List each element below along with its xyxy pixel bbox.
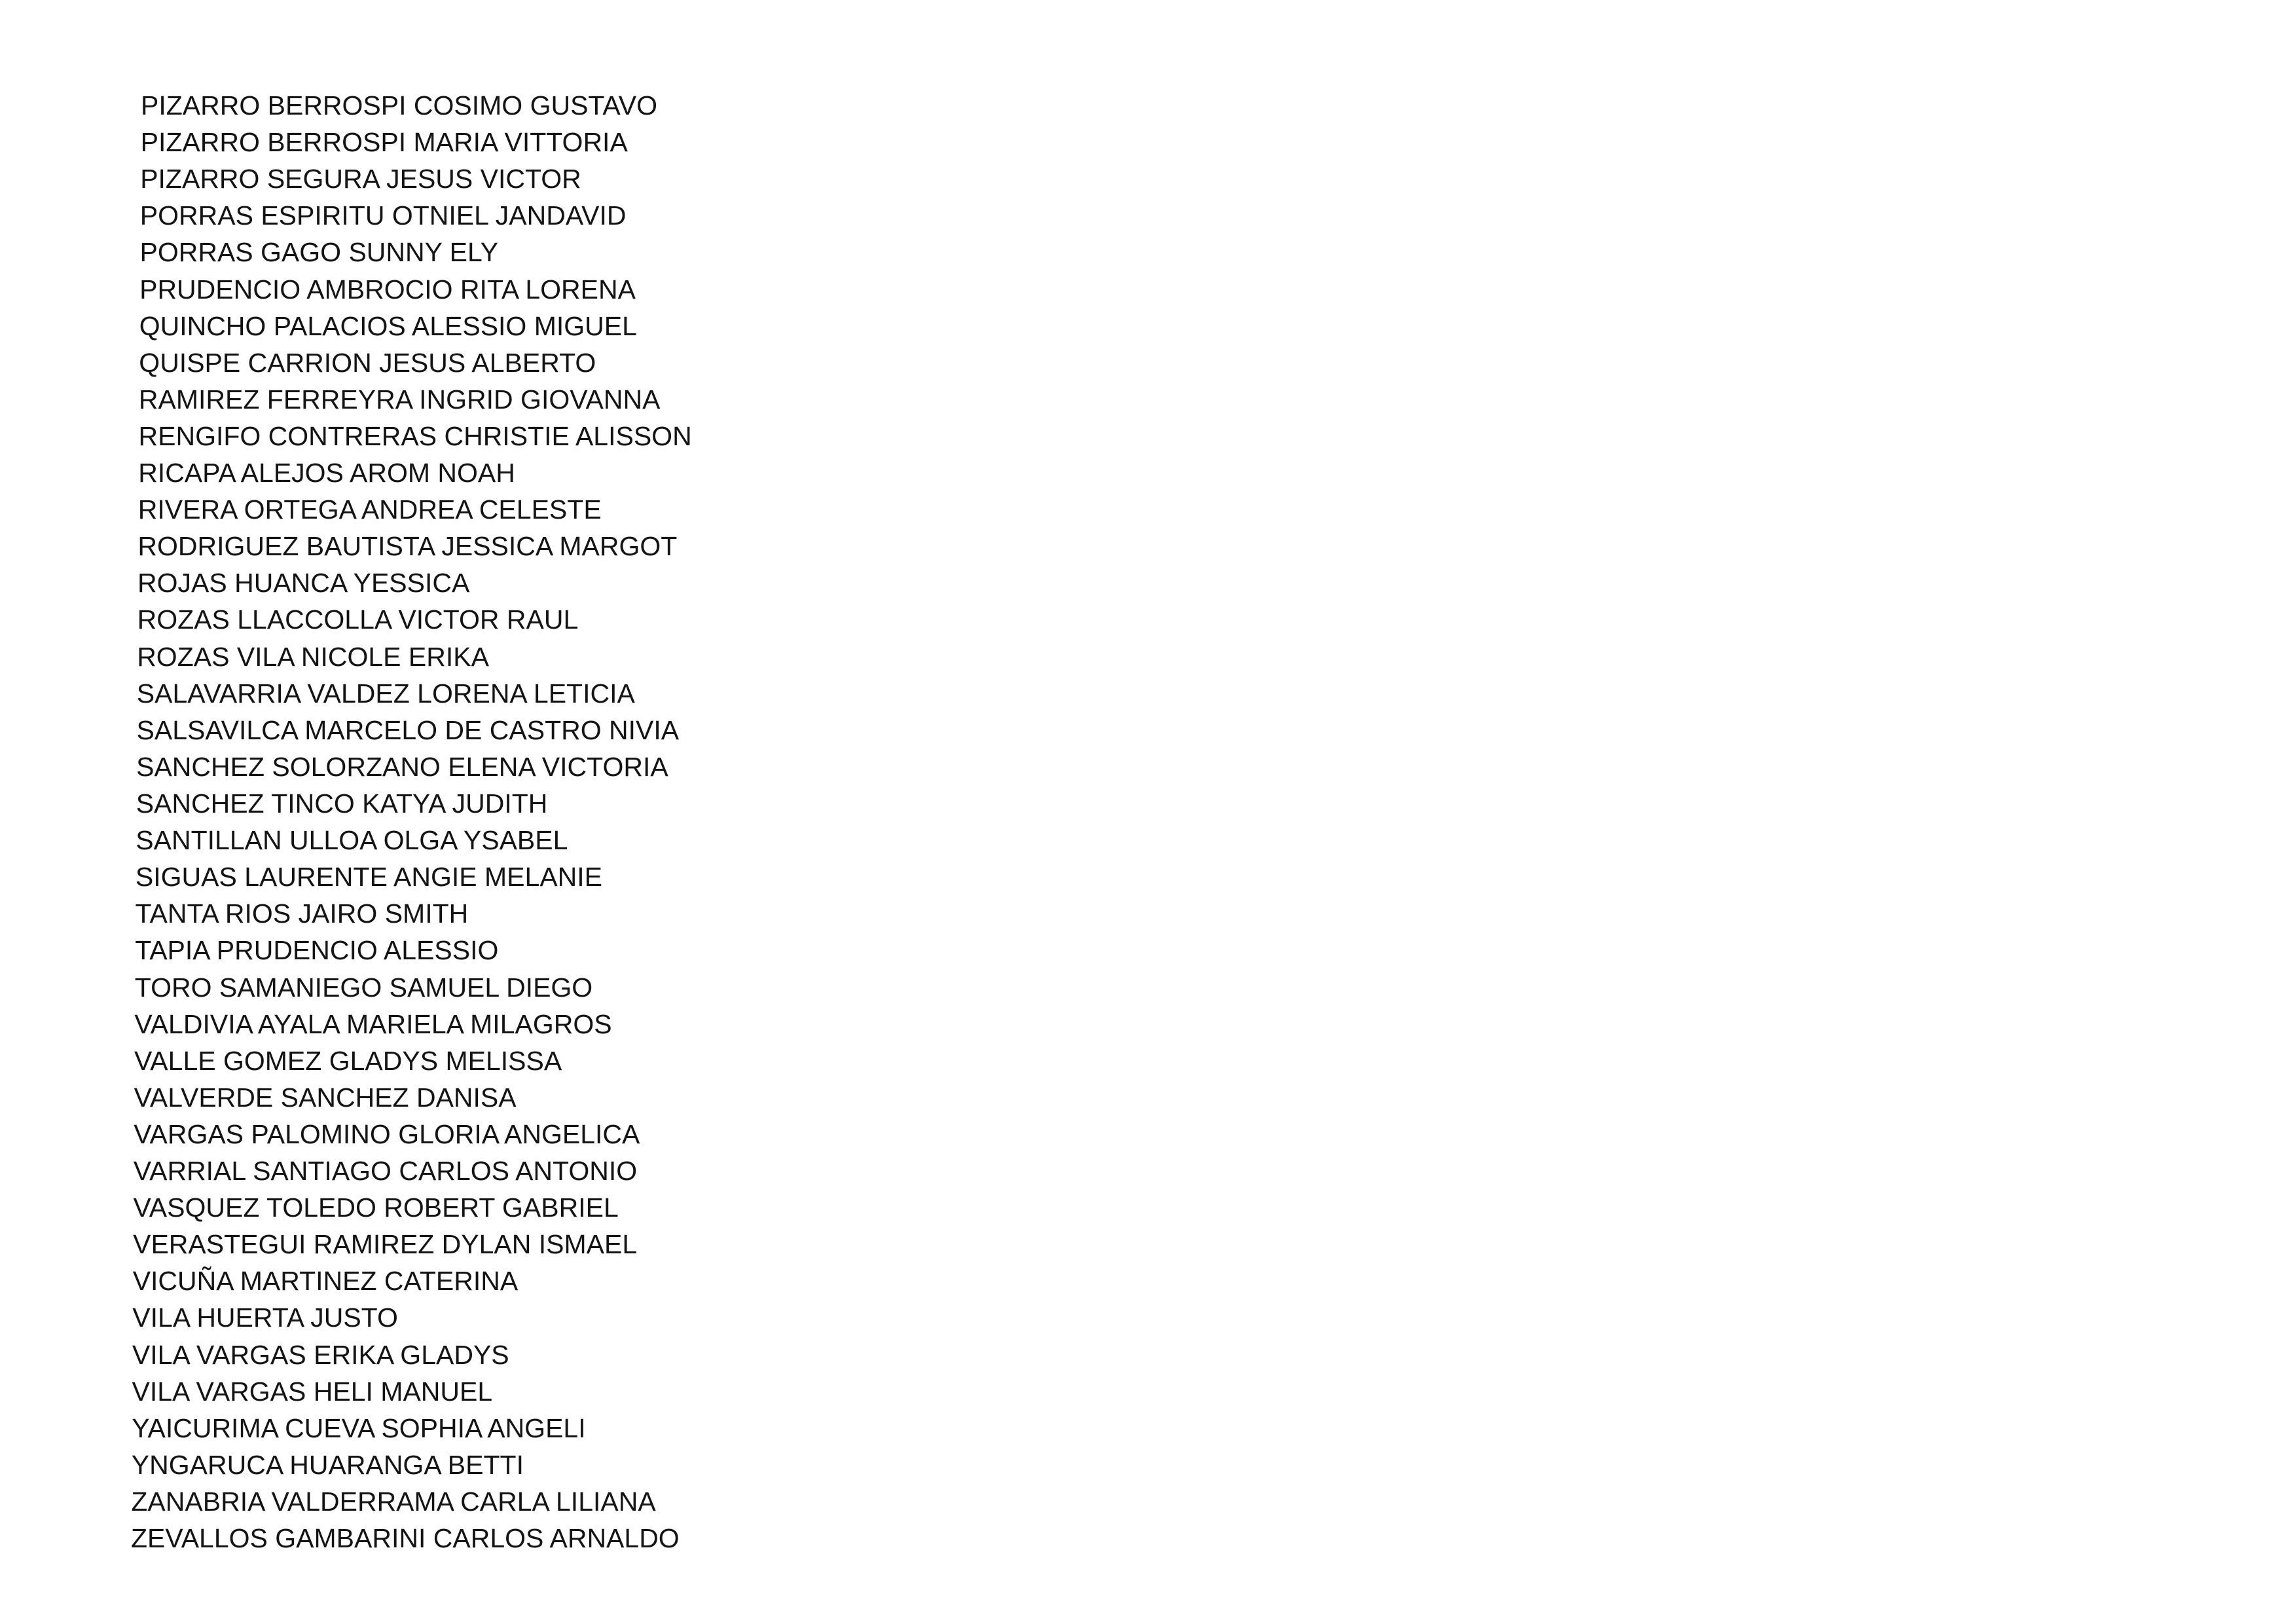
list-item: ROZAS VILA NICOLE ERIKA (137, 641, 489, 672)
list-item: ROJAS HUANCA YESSICA (137, 568, 470, 599)
list-item: VILA VARGAS ERIKA GLADYS (132, 1339, 509, 1370)
list-item: ZANABRIA VALDERRAMA CARLA LILIANA (131, 1486, 656, 1517)
list-item: VILA HUERTA JUSTO (132, 1302, 398, 1333)
list-item: RICAPA ALEJOS AROM NOAH (138, 458, 515, 488)
list-item: RAMIREZ FERREYRA INGRID GIOVANNA (138, 384, 661, 415)
list-item: PIZARRO BERROSPI MARIA VITTORIA (140, 127, 628, 158)
list-item: PORRAS GAGO SUNNY ELY (139, 237, 499, 268)
list-item: ZEVALLOS GAMBARINI CARLOS ARNALDO (131, 1523, 680, 1553)
list-item: RIVERA ORTEGA ANDREA CELESTE (137, 494, 602, 525)
list-item: ROZAS LLACCOLLA VICTOR RAUL (137, 604, 579, 635)
list-item: SIGUAS LAURENTE ANGIE MELANIE (135, 862, 603, 893)
list-item: VALVERDE SANCHEZ DANISA (134, 1082, 517, 1113)
list-item: RENGIFO CONTRERAS CHRISTIE ALISSON (138, 420, 692, 451)
list-item: VARGAS PALOMINO GLORIA ANGELICA (134, 1118, 640, 1149)
list-item: PORRAS ESPIRITU OTNIEL JANDAVID (139, 200, 627, 231)
list-item: VALLE GOMEZ GLADYS MELISSA (134, 1045, 562, 1076)
list-item: VERASTEGUI RAMIREZ DYLAN ISMAEL (133, 1229, 638, 1260)
list-item: SANCHEZ SOLORZANO ELENA VICTORIA (136, 751, 668, 782)
list-item: VILA VARGAS HELI MANUEL (132, 1376, 493, 1407)
list-item: TANTA RIOS JAIRO SMITH (135, 898, 469, 929)
list-item: PIZARRO BERROSPI COSIMO GUSTAVO (141, 90, 657, 120)
list-item: PIZARRO SEGURA JESUS VICTOR (140, 164, 581, 194)
list-item: VALDIVIA AYALA MARIELA MILAGROS (134, 1008, 612, 1039)
list-item: VARRIAL SANTIAGO CARLOS ANTONIO (133, 1156, 638, 1186)
list-item: SANTILLAN ULLOA OLGA YSABEL (136, 825, 568, 856)
list-item: YNGARUCA HUARANGA BETTI (131, 1449, 524, 1480)
list-item: YAICURIMA CUEVA SOPHIA ANGELI (132, 1412, 586, 1443)
list-item: VICUÑA MARTINEZ CATERINA (132, 1266, 519, 1297)
name-list (0, 0, 786, 1624)
list-item: TORO SAMANIEGO SAMUEL DIEGO (134, 972, 593, 1003)
list-item: SALSAVILCA MARCELO DE CASTRO NIVIA (136, 714, 680, 745)
list-item: VASQUEZ TOLEDO ROBERT GABRIEL (133, 1192, 619, 1223)
list-item: RODRIGUEZ BAUTISTA JESSICA MARGOT (137, 531, 678, 562)
list-item: PRUDENCIO AMBROCIO RITA LORENA (139, 274, 636, 304)
list-item: QUISPE CARRION JESUS ALBERTO (139, 347, 596, 378)
list-item: TAPIA PRUDENCIO ALESSIO (135, 935, 499, 966)
list-item: QUINCHO PALACIOS ALESSIO MIGUEL (139, 310, 637, 341)
list-item: SALAVARRIA VALDEZ LORENA LETICIA (136, 678, 635, 709)
list-item: SANCHEZ TINCO KATYA JUDITH (136, 788, 548, 819)
